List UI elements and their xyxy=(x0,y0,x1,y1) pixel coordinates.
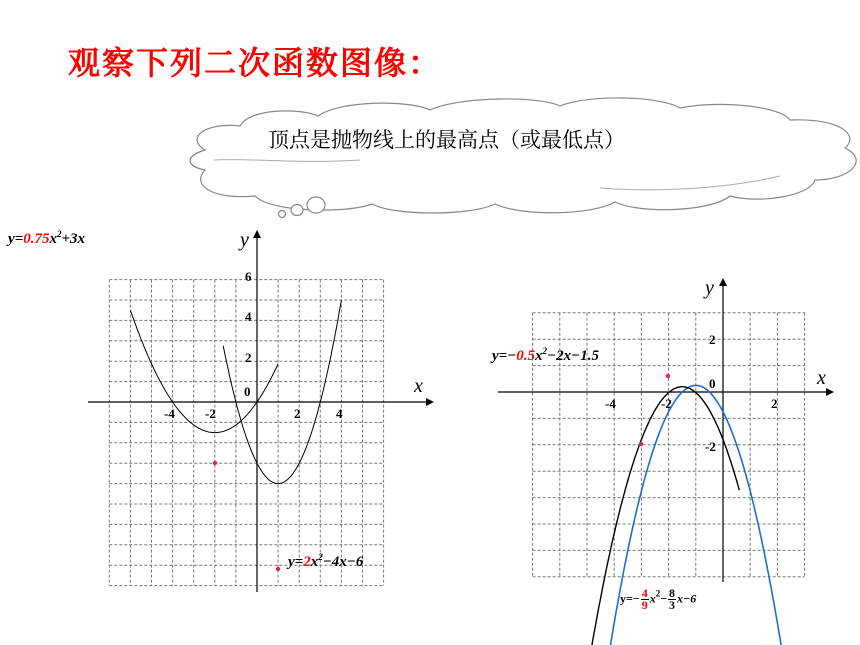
right-y-label: y xyxy=(705,277,714,299)
right-x-tick-2: 2 xyxy=(771,396,778,411)
left-y-tick-2: 2 xyxy=(245,350,252,365)
right-vertex-2 xyxy=(639,442,643,446)
page-title: 观察下列二次函数图像： xyxy=(68,44,443,82)
right-y-arrow xyxy=(719,278,727,286)
right-x-tick-neg4: -4 xyxy=(605,396,616,411)
left-x-tick-neg2: -2 xyxy=(205,406,216,421)
right-x-arrow xyxy=(826,388,834,396)
left-equation-1: $y=0.75x^2+3x$ xyxy=(8,229,86,247)
right-equation-1: $y=-0.5x^2-2x-1.5$ xyxy=(492,346,599,364)
left-origin-label: 0 xyxy=(244,384,251,399)
left-x-tick-2: 2 xyxy=(294,406,301,421)
right-equation-2: y=− $\frac{4}{9}$ $x^2-$ $\frac{8}{3}$ x−6 xyxy=(620,586,697,612)
right-y-tick-neg2: -2 xyxy=(705,439,716,454)
left-x-tick-4: 4 xyxy=(336,406,343,421)
left-x-label: x xyxy=(414,375,423,397)
left-x-tick-neg4: -4 xyxy=(164,406,175,421)
right-x-tick-neg2: -2 xyxy=(661,396,672,411)
cloud-caption: 顶点是抛物线上的最高点（或最低点） xyxy=(268,128,625,152)
left-y-tick-4: 4 xyxy=(245,309,252,324)
right-x-label: x xyxy=(817,367,826,389)
left-y-label: y xyxy=(240,229,249,251)
right-vertex-1 xyxy=(666,374,670,378)
left-equation-2: $y=2x^2-4x-6$ xyxy=(288,552,364,570)
right-y-tick-2: 2 xyxy=(709,332,716,347)
right-origin-label: 0 xyxy=(709,376,716,391)
left-y-tick-6: 6 xyxy=(245,269,252,284)
